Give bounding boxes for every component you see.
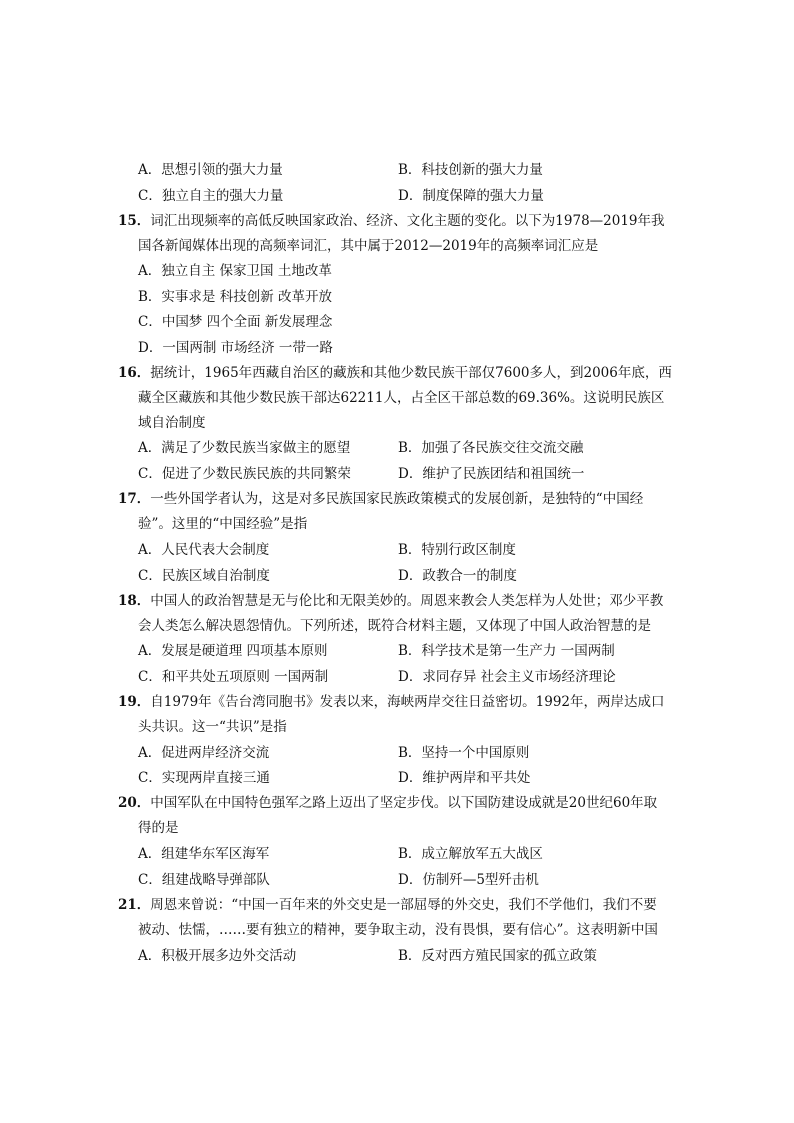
q14-option-d[interactable]: D．制度保障的强大力量 — [398, 188, 544, 204]
q19-option-a[interactable]: A．促进两岸经济交流 — [138, 745, 270, 761]
q21-stem-line1: 21．周恩来曾说：“中国一百年来的外交史是一部屈辱的外交史，我们不学他们，我们不要 — [118, 897, 657, 913]
q20-stem-line2: 得的是 — [138, 820, 179, 836]
q17-option-b[interactable]: B．特别行政区制度 — [398, 542, 516, 558]
q18-stem-line1: 18．中国人的政治智慧是无与伦比和无限美妙的。周恩来教会人类怎样为人处世；邓少平教 — [118, 593, 664, 609]
q17-option-d[interactable]: D．政教合一的制度 — [398, 568, 517, 584]
q20-number: 20． — [118, 795, 151, 811]
q21-option-a[interactable]: A．积极开展多边外交活动 — [138, 948, 297, 964]
q14-option-c[interactable]: C．独立自主的强大力量 — [138, 188, 284, 204]
q20-stem-line1: 20．中国军队在中国特色强军之路上迈出了坚定步伐。以下国防建设成就是20世纪60年取 — [118, 795, 658, 811]
q15-number: 15． — [118, 213, 151, 229]
q17-number: 17． — [118, 491, 151, 507]
q18-option-c[interactable]: C．和平共处五项原则 一国两制 — [138, 669, 329, 685]
q15-option-c[interactable]: C．中国梦 四个全面 新发展理念 — [138, 314, 333, 330]
q15-option-d[interactable]: D．一国两制 市场经济 一带一路 — [138, 340, 333, 356]
q20-option-b[interactable]: B．成立解放军五大战区 — [398, 846, 543, 862]
q18-option-d[interactable]: D．求同存异 社会主义市场经济理论 — [398, 669, 616, 685]
q17-option-a[interactable]: A．人民代表大会制度 — [138, 542, 270, 558]
q16-option-a[interactable]: A．满足了少数民族当家做主的愿望 — [138, 440, 351, 456]
q15-option-b[interactable]: B．实事求是 科技创新 改革开放 — [138, 289, 333, 305]
q19-option-c[interactable]: C．实现两岸直接三通 — [138, 770, 270, 786]
q17-stem-line1: 17．一些外国学者认为，这是对多民族国家民族政策模式的发展创新，是独特的“中国经 — [118, 491, 644, 507]
q20-option-a[interactable]: A．组建华东军区海军 — [138, 846, 270, 862]
q16-number: 16． — [118, 365, 151, 381]
q18-stem-line2: 会人类怎么解决恩怨情仇。下列所述，既符合材料主题，又体现了中国人政治智慧的是 — [138, 618, 651, 634]
q16-option-d[interactable]: D．维护了民族团结和祖国统一 — [398, 466, 585, 482]
q15-stem-line1: 15．词汇出现频率的高低反映国家政治、经济、文化主题的变化。以下为1978—2019年我 — [118, 213, 665, 229]
q19-stem-line2: 头共识。这一“共识”是指 — [138, 719, 287, 735]
q16-option-c[interactable]: C．促进了少数民族民族的共同繁荣 — [138, 466, 351, 482]
q19-number: 19． — [118, 694, 151, 710]
q20-option-c[interactable]: C．组建战略导弹部队 — [138, 872, 270, 888]
q16-stem-line3: 域自治制度 — [138, 415, 206, 431]
q14-option-b[interactable]: B．科技创新的强大力量 — [398, 162, 543, 178]
q16-option-b[interactable]: B．加强了各民族交往交流交融 — [398, 440, 584, 456]
q19-option-d[interactable]: D．维护两岸和平共处 — [398, 770, 531, 786]
q21-option-b[interactable]: B．反对西方殖民国家的孤立政策 — [398, 948, 597, 964]
q18-number: 18． — [118, 593, 151, 609]
q17-stem-line2: 验”。这里的“中国经验”是指 — [138, 516, 308, 532]
q15-stem-line2: 国各新闻媒体出现的高频率词汇，其中属于2012—2019年的高频率词汇应是 — [138, 238, 599, 254]
q18-option-a[interactable]: A．发展是硬道理 四项基本原则 — [138, 643, 328, 659]
q17-option-c[interactable]: C．民族区域自治制度 — [138, 568, 270, 584]
q16-stem-line2: 藏全区藏族和其他少数民族干部达62211人，占全区干部总数的69.36%。这说明民族区 — [138, 390, 665, 406]
q21-stem-line2: 被动、怯懦，……要有独立的精神，要争取主动，没有畏惧，要有信心”。这表明新中国 — [138, 922, 658, 938]
q16-stem-line1: 16．据统计，1965年西藏自治区的藏族和其他少数民族干部仅7600多人，到2006年底，西 — [118, 365, 672, 381]
q21-number: 21． — [118, 897, 151, 913]
q19-option-b[interactable]: B．坚持一个中国原则 — [398, 745, 530, 761]
q15-option-a[interactable]: A．独立自主 保家卫国 土地改革 — [138, 263, 332, 279]
q14-option-a[interactable]: A．思想引领的强大力量 — [138, 162, 283, 178]
q20-option-d[interactable]: D．仿制歼—5型歼击机 — [398, 872, 539, 888]
q18-option-b[interactable]: B．科学技术是第一生产力 一国两制 — [398, 643, 615, 659]
q19-stem-line1: 19．自1979年《告台湾同胞书》发表以来，海峡两岸交往日益密切。1992年，两岸达成口 — [118, 694, 665, 710]
